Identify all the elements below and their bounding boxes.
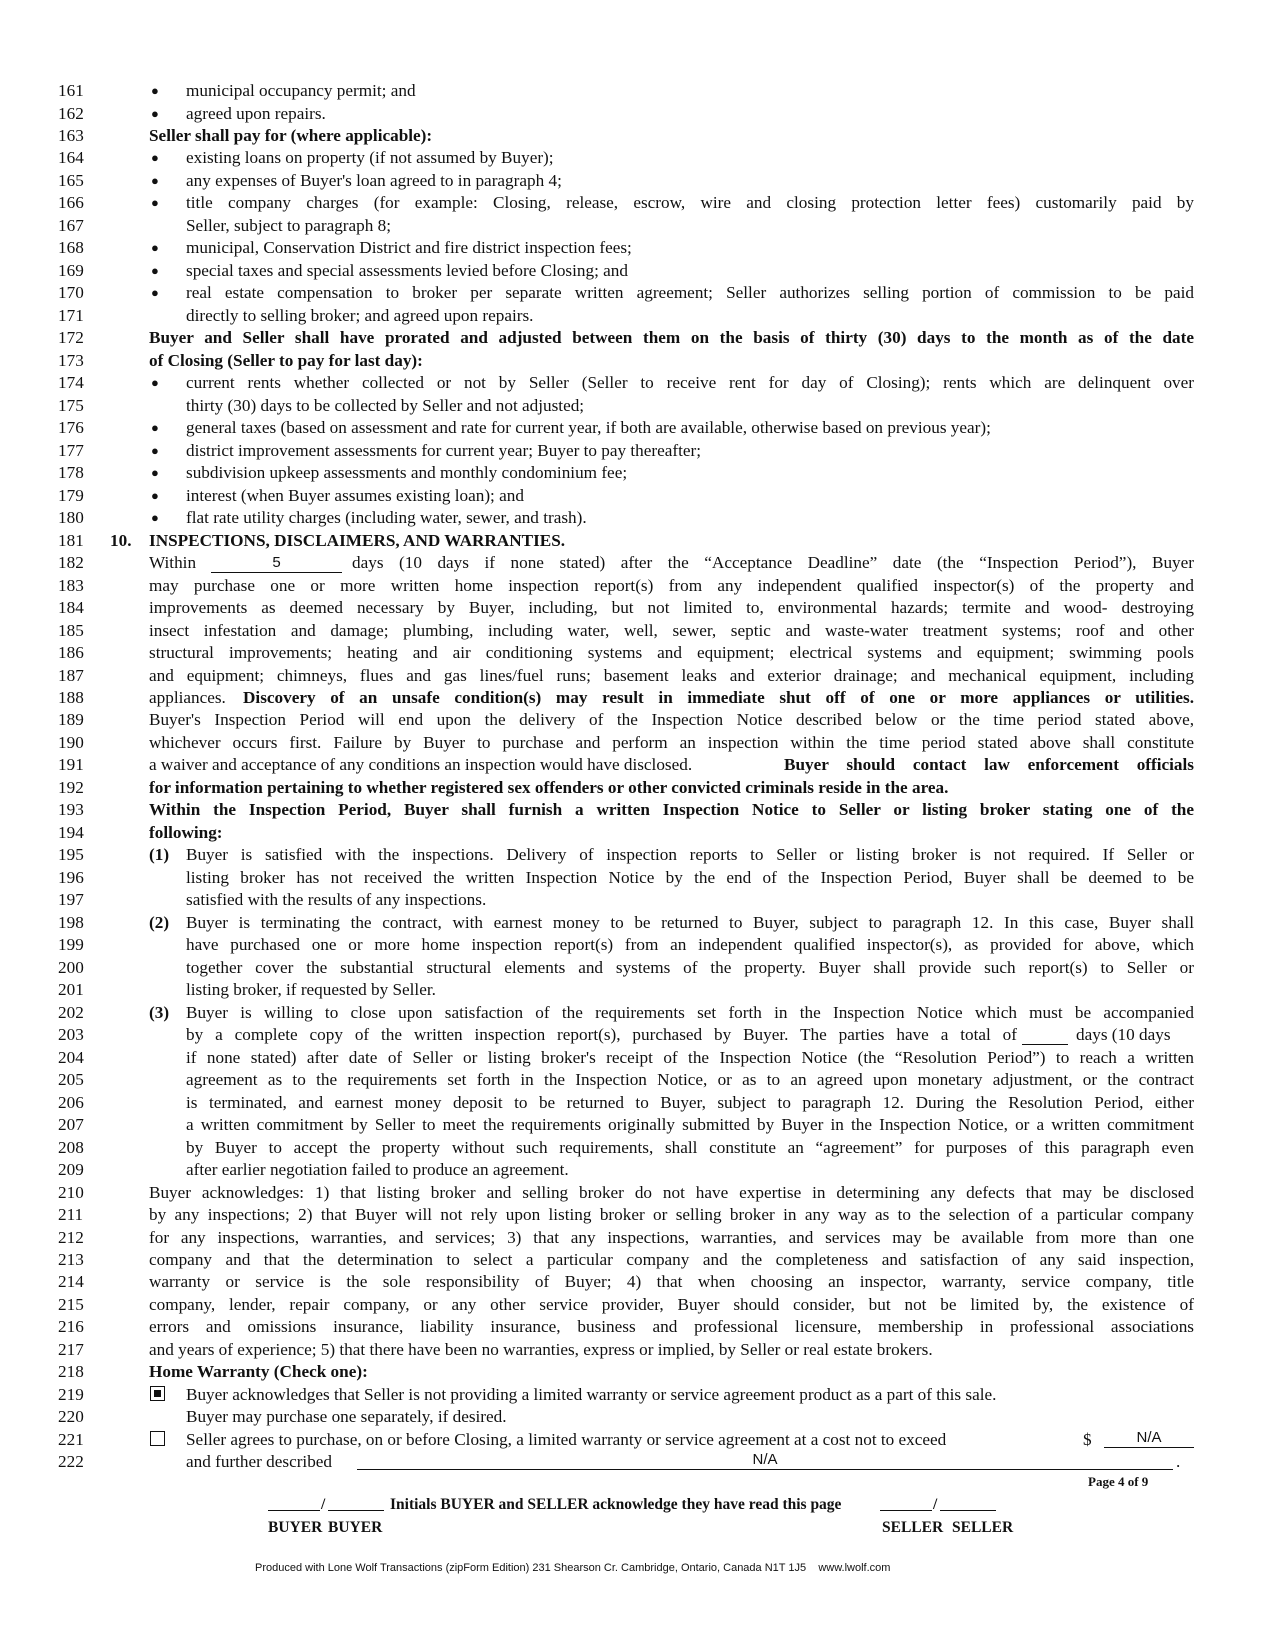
line-text: Seller shall pay for (where applicable): — [149, 126, 433, 145]
line-163 — [0, 125, 1275, 147]
line-text: any expenses of Buyer's loan agreed to in paragraph 4; — [186, 170, 562, 190]
line-text: interest (when Buyer assumes existing loan); and — [186, 485, 524, 505]
line-179 — [0, 485, 1275, 507]
line-number: 213 — [58, 1250, 84, 1269]
line-text: by a complete copy of the written inspection report(s), purchased by Buyer. The parties have a total of — [186, 1025, 1017, 1045]
line-text: insect infestation and damage; plumbing, including water, well, sewer, septic and waste-water treatment systems; roof and other — [149, 620, 1194, 640]
line-text: listing broker has not received the written Inspection Notice by the end of the Inspection Period, Buyer shall be deemed to be — [186, 867, 1194, 887]
line-text: by Buyer to accept the property without such requirements, shall constitute an “agreement” for purposes of this paragraph even — [186, 1137, 1194, 1157]
line-212 — [0, 1227, 1275, 1249]
bullet-icon: ● — [151, 150, 159, 166]
initials-row — [268, 1494, 1028, 1516]
line-text: days (10 days — [1076, 1025, 1171, 1045]
warranty-amount-field[interactable]: N/A — [1104, 1429, 1194, 1448]
line-text: current rents whether collected or not by Seller (Seller to receive rent for day of Closing); rents which are delinquent over — [186, 373, 1194, 393]
line-text: appliances. — [149, 688, 226, 707]
line-number: 170 — [58, 283, 84, 303]
item-marker: (2) — [149, 912, 170, 932]
section-number: 10. — [110, 530, 132, 550]
line-text: Buyer acknowledges that Seller is not providing a limited warranty or service agreement product as a part of this sale. — [186, 1384, 997, 1404]
line-number: 216 — [58, 1317, 84, 1337]
line-number: 218 — [58, 1362, 84, 1382]
line-text: after earlier negotiation failed to produce an agreement. — [186, 1160, 569, 1179]
line-number: 194 — [58, 822, 84, 842]
item-marker: (1) — [149, 845, 170, 865]
line-text: whichever occurs first. Failure by Buyer to purchase and perform an inspection within the time period stated above shall constitute — [149, 732, 1194, 752]
line-166 — [0, 192, 1275, 214]
line-text: satisfied with the results of any inspections. — [186, 890, 487, 910]
line-204 — [0, 1047, 1275, 1069]
line-text: improvements as deemed necessary by Buyer, including, but not limited to, environmental hazards; termite and wood- destroying — [149, 598, 1194, 617]
line-174 — [0, 372, 1275, 394]
line-number: 176 — [58, 418, 84, 438]
line-189 — [0, 709, 1275, 731]
line-211 — [0, 1204, 1275, 1226]
line-198 — [0, 912, 1275, 934]
line-number: 199 — [58, 935, 84, 955]
line-207 — [0, 1114, 1275, 1136]
line-number: 207 — [58, 1115, 84, 1135]
bullet-icon: ● — [151, 487, 159, 503]
line-number: 166 — [58, 193, 84, 213]
line-text: flat rate utility charges (including water, sewer, and trash). — [186, 508, 587, 528]
line-number: 165 — [58, 170, 84, 190]
line-number: 217 — [58, 1339, 84, 1359]
line-201 — [0, 979, 1275, 1001]
line-187 — [0, 665, 1275, 687]
line-number: 178 — [58, 463, 84, 483]
line-text: days (10 days if none stated) after the “Acceptance Deadline” date (the “Inspection Period”), Buyer — [352, 553, 1194, 573]
line-text: Within the Inspection Period, Buyer shall furnish a written Inspection Notice to Seller or listing broker stating one of the — [149, 800, 1194, 820]
line-165 — [0, 170, 1275, 192]
bullet-icon: ● — [151, 285, 159, 301]
line-222 — [0, 1451, 1275, 1473]
line-number: 164 — [58, 148, 84, 168]
line-number: 174 — [58, 373, 84, 393]
line-text: is terminated, and earnest money deposit to be returned to Buyer, subject to paragraph 12. During the Resolution Period, either — [186, 1092, 1194, 1112]
buyer-label-2: BUYER — [328, 1519, 383, 1536]
line-number: 210 — [58, 1182, 84, 1202]
line-number: 208 — [58, 1137, 84, 1157]
line-205 — [0, 1069, 1275, 1091]
line-text: agreement as to the requirements set forth in the Inspection Notice, or as to an agreed upon monetary adjustment, or the contract — [186, 1070, 1194, 1090]
line-text: for any inspections, warranties, and services; 3) that any inspections, warranties, and services may be available from more than one — [149, 1227, 1194, 1247]
line-text: of Closing (Seller to pay for last day): — [149, 350, 423, 370]
line-number: 162 — [58, 103, 84, 123]
line-text-bold: Discovery of an unsafe condition(s) may result in immediate shut off of one or more appliances or utilities. — [243, 688, 1194, 707]
bullet-icon: ● — [151, 105, 159, 121]
bullet-icon: ● — [151, 83, 159, 98]
line-196 — [0, 867, 1275, 889]
buyer1-initial-field[interactable] — [268, 1510, 320, 1511]
line-number: 221 — [58, 1429, 84, 1449]
line-183 — [0, 575, 1275, 597]
line-number: 201 — [58, 980, 84, 1000]
line-number: 192 — [58, 777, 84, 797]
line-number: 182 — [58, 553, 84, 573]
line-number: 196 — [58, 867, 84, 887]
line-number: 200 — [58, 957, 84, 977]
line-number: 212 — [58, 1227, 84, 1247]
line-text: listing broker, if requested by Seller. — [186, 980, 436, 1000]
line-172 — [0, 327, 1275, 349]
line-number: 215 — [58, 1294, 84, 1314]
line-175 — [0, 395, 1275, 417]
line-177 — [0, 440, 1275, 462]
line-text: Buyer is satisfied with the inspections. Delivery of inspection reports to Seller or listing broker is not required. If Seller or — [186, 845, 1194, 865]
line-number: 195 — [58, 845, 84, 865]
line-number: 185 — [58, 620, 84, 640]
line-number: 219 — [58, 1384, 84, 1404]
line-text: general taxes (based on assessment and rate for current year, if both are available, otherwise based on previous year); — [186, 418, 991, 438]
line-text: subdivision upkeep assessments and monthly condominium fee; — [186, 463, 628, 483]
checkbox-mark — [154, 1390, 161, 1397]
line-text: Home Warranty (Check one): — [149, 1362, 368, 1382]
line-215 — [0, 1294, 1275, 1316]
resolution-days-field[interactable] — [1022, 1026, 1068, 1045]
bullet-icon: ● — [151, 465, 159, 481]
line-180 — [0, 507, 1275, 529]
line-number: 168 — [58, 238, 84, 258]
line-text: municipal occupancy permit; and — [186, 81, 416, 100]
warranty-description-field[interactable]: N/A — [357, 1451, 1173, 1470]
line-text: and further described — [186, 1452, 333, 1472]
line-202 — [0, 1002, 1275, 1024]
line-214 — [0, 1271, 1275, 1293]
line-text: thirty (30) days to be collected by Seller and not adjusted; — [186, 395, 585, 415]
line-text: for information pertaining to whether registered sex offenders or other convicted criminals reside in the area. — [149, 777, 949, 797]
line-199 — [0, 934, 1275, 956]
buyer-label-1: BUYER — [268, 1519, 323, 1536]
line-number: 193 — [58, 800, 84, 820]
line-number: 204 — [58, 1047, 84, 1067]
line-number: 222 — [58, 1452, 84, 1472]
page-number: Page 4 of 9 — [1088, 1474, 1149, 1489]
seller2-initial-field[interactable] — [940, 1510, 996, 1511]
line-number: 198 — [58, 912, 84, 932]
bullet-icon: ● — [151, 172, 159, 188]
seller-label-2: SELLER — [952, 1519, 1014, 1536]
bullet-icon: ● — [151, 510, 159, 526]
seller1-initial-field[interactable] — [880, 1510, 932, 1511]
line-end: . — [1176, 1452, 1181, 1472]
line-text: title company charges (for example: Closing, release, escrow, wire and closing protection letter fees) customarily paid by — [186, 193, 1194, 213]
line-161 — [0, 80, 1275, 102]
line-text: Buyer acknowledges: 1) that listing broker and selling broker do not have expertise in determining any defects that may be disclosed — [149, 1182, 1194, 1202]
line-218 — [0, 1361, 1275, 1383]
line-219 — [0, 1384, 1275, 1406]
line-209 — [0, 1159, 1275, 1181]
line-162 — [0, 103, 1275, 125]
checkbox-seller-warranty[interactable] — [150, 1431, 165, 1446]
line-number: 191 — [58, 755, 84, 775]
line-217 — [0, 1339, 1275, 1361]
line-185 — [0, 620, 1275, 642]
line-number: 214 — [58, 1272, 84, 1292]
line-number: 209 — [58, 1160, 84, 1179]
line-176 — [0, 417, 1275, 439]
line-text: Buyer may purchase one separately, if desired. — [186, 1407, 507, 1427]
line-text: and equipment; chimneys, flues and gas lines/fuel runs; basement leaks and exterior drainage; and mechanical equipment, including — [149, 665, 1194, 685]
currency-sign: $ — [1083, 1429, 1092, 1449]
line-number: 202 — [58, 1002, 84, 1022]
line-text: company, lender, repair company, or any other service provider, Buyer should consider, but not be limited by, the existence of — [149, 1294, 1194, 1314]
line-193 — [0, 799, 1275, 821]
line-number: 183 — [58, 575, 84, 595]
line-number: 187 — [58, 665, 84, 685]
item-marker: (3) — [149, 1002, 170, 1022]
line-number: 189 — [58, 710, 84, 730]
line-number: 161 — [58, 81, 84, 100]
buyer-slash: / — [321, 1496, 326, 1513]
line-number: 175 — [58, 395, 84, 415]
seller-slash: / — [933, 1496, 938, 1513]
line-169 — [0, 260, 1275, 282]
line-194 — [0, 822, 1275, 844]
line-181 — [0, 530, 1275, 552]
seller-label-1: SELLER — [882, 1519, 944, 1536]
bullet-icon: ● — [151, 195, 159, 211]
bullet-icon: ● — [151, 375, 159, 391]
line-text: Buyer and Seller shall have prorated and adjusted between them on the basis of thirty (30) days to the month as of the date — [149, 328, 1194, 348]
line-text: agreed upon repairs. — [186, 103, 326, 123]
line-171 — [0, 305, 1275, 327]
line-167 — [0, 215, 1275, 237]
line-200 — [0, 957, 1275, 979]
line-text: together cover the substantial structural elements and systems of the property. Buyer shall provide such report(s) to Seller or — [186, 957, 1194, 977]
line-number: 172 — [58, 328, 84, 348]
line-text: municipal, Conservation District and fire district inspection fees; — [186, 238, 632, 258]
line-text: company and that the determination to select a particular company and the completeness and satisfaction of any said inspection, — [149, 1250, 1194, 1269]
section-title: INSPECTIONS, DISCLAIMERS, AND WARRANTIES. — [149, 530, 566, 550]
line-text: a waiver and acceptance of any conditions an inspection would have disclosed. — [149, 755, 693, 775]
line-number: 171 — [58, 305, 84, 325]
line-number: 179 — [58, 485, 84, 505]
line-182 — [0, 552, 1275, 574]
produced-with-text: Produced with Lone Wolf Transactions (zipForm Edition) 231 Shearson Cr. Cambridge, Ontario, Canada N1T 1J5 www.lwolf.com — [255, 1562, 891, 1574]
line-number: 167 — [58, 215, 84, 235]
line-number: 169 — [58, 260, 84, 280]
inspection-days-field[interactable]: 5 — [211, 554, 342, 573]
line-text: Seller, subject to paragraph 8; — [186, 215, 392, 235]
line-text: Buyer's Inspection Period will end upon the delivery of the Inspection Notice described below or the time period stated above, — [149, 710, 1194, 730]
line-168 — [0, 237, 1275, 259]
line-number: 211 — [58, 1205, 84, 1224]
line-number: 186 — [58, 643, 84, 662]
bullet-icon: ● — [151, 240, 159, 256]
bullet-icon: ● — [151, 442, 159, 458]
line-164 — [0, 147, 1275, 169]
line-text: existing loans on property (if not assumed by Buyer); — [186, 148, 554, 168]
bullet-icon: ● — [151, 420, 159, 436]
line-number: 188 — [58, 688, 84, 707]
line-178 — [0, 462, 1275, 484]
checkbox-no-warranty[interactable] — [150, 1386, 165, 1401]
buyer2-initial-field[interactable] — [328, 1510, 384, 1511]
line-text: may purchase one or more written home inspection report(s) from any independent qualified inspector(s) of the property and — [149, 575, 1194, 595]
line-number: 190 — [58, 732, 84, 752]
line-text: errors and omissions insurance, liability insurance, business and professional licensure, membership in professional associations — [149, 1317, 1194, 1337]
line-number: 203 — [58, 1025, 84, 1045]
line-text: real estate compensation to broker per separate written agreement; Seller authorizes selling portion of commission to be paid — [186, 283, 1194, 303]
initials-statement: Initials BUYER and SELLER acknowledge they have read this page — [390, 1496, 842, 1513]
line-number: 197 — [58, 890, 84, 910]
party-labels — [268, 1517, 1028, 1539]
line-text: Buyer is terminating the contract, with earnest money to be returned to Buyer, subject to paragraph 12. In this case, Buyer shall — [186, 912, 1194, 932]
line-number: 173 — [58, 350, 84, 370]
line-text: and years of experience; 5) that there have been no warranties, express or implied, by Seller or real estate brokers. — [149, 1339, 933, 1359]
line-text: special taxes and special assessments levied before Closing; and — [186, 260, 628, 280]
line-text: Within — [149, 553, 197, 573]
line-192 — [0, 777, 1275, 799]
line-208 — [0, 1137, 1275, 1159]
line-221 — [0, 1429, 1275, 1451]
line-190 — [0, 732, 1275, 754]
line-text: following: — [149, 822, 223, 842]
line-206 — [0, 1092, 1275, 1114]
line-170 — [0, 282, 1275, 304]
line-text: by any inspections; 2) that Buyer will not rely upon listing broker or selling broker in any way as to the selection of a particular company — [149, 1205, 1194, 1224]
line-number: 184 — [58, 598, 84, 617]
line-197 — [0, 889, 1275, 911]
line-210 — [0, 1182, 1275, 1204]
line-number: 180 — [58, 508, 84, 528]
line-191 — [0, 754, 1275, 776]
line-text: warranty or service is the sole responsibility of Buyer; 4) that when choosing an inspector, warranty, service company, title — [149, 1272, 1194, 1292]
line-text-bold: Buyer should contact law enforcement officials — [784, 755, 1194, 775]
line-text: a written commitment by Seller to meet the requirements originally submitted by Buyer in the Inspection Notice, or a written commitment — [186, 1115, 1194, 1135]
line-number: 181 — [58, 530, 84, 550]
line-number: 163 — [58, 126, 84, 145]
line-text: structural improvements; heating and air conditioning systems and equipment; electrical systems and equipment; swimming pools — [149, 643, 1194, 662]
line-text: directly to selling broker; and agreed upon repairs. — [186, 305, 534, 325]
line-186 — [0, 642, 1275, 664]
line-number: 206 — [58, 1092, 84, 1112]
line-text: if none stated) after date of Seller or listing broker's receipt of the Inspection Notice (the “Resolution Period”) to reach a written — [186, 1047, 1194, 1067]
line-text: have purchased one or more home inspection report(s) from an independent qualified inspector(s), as provided for above, which — [186, 935, 1194, 955]
line-213 — [0, 1249, 1275, 1271]
line-text: Seller agrees to purchase, on or before Closing, a limited warranty or service agreement at a cost not to exceed — [186, 1429, 947, 1449]
line-195 — [0, 844, 1275, 866]
line-203 — [0, 1024, 1275, 1046]
line-text: Buyer is willing to close upon satisfaction of the requirements set forth in the Inspection Notice which must be accompanied — [186, 1002, 1194, 1022]
line-188 — [0, 687, 1275, 709]
line-number: 220 — [58, 1407, 84, 1427]
line-number: 177 — [58, 440, 84, 460]
line-number: 205 — [58, 1070, 84, 1090]
line-text: district improvement assessments for current year; Buyer to pay thereafter; — [186, 440, 701, 460]
line-220 — [0, 1406, 1275, 1428]
line-184 — [0, 597, 1275, 619]
line-173 — [0, 350, 1275, 372]
bullet-icon: ● — [151, 262, 159, 278]
line-216 — [0, 1316, 1275, 1338]
